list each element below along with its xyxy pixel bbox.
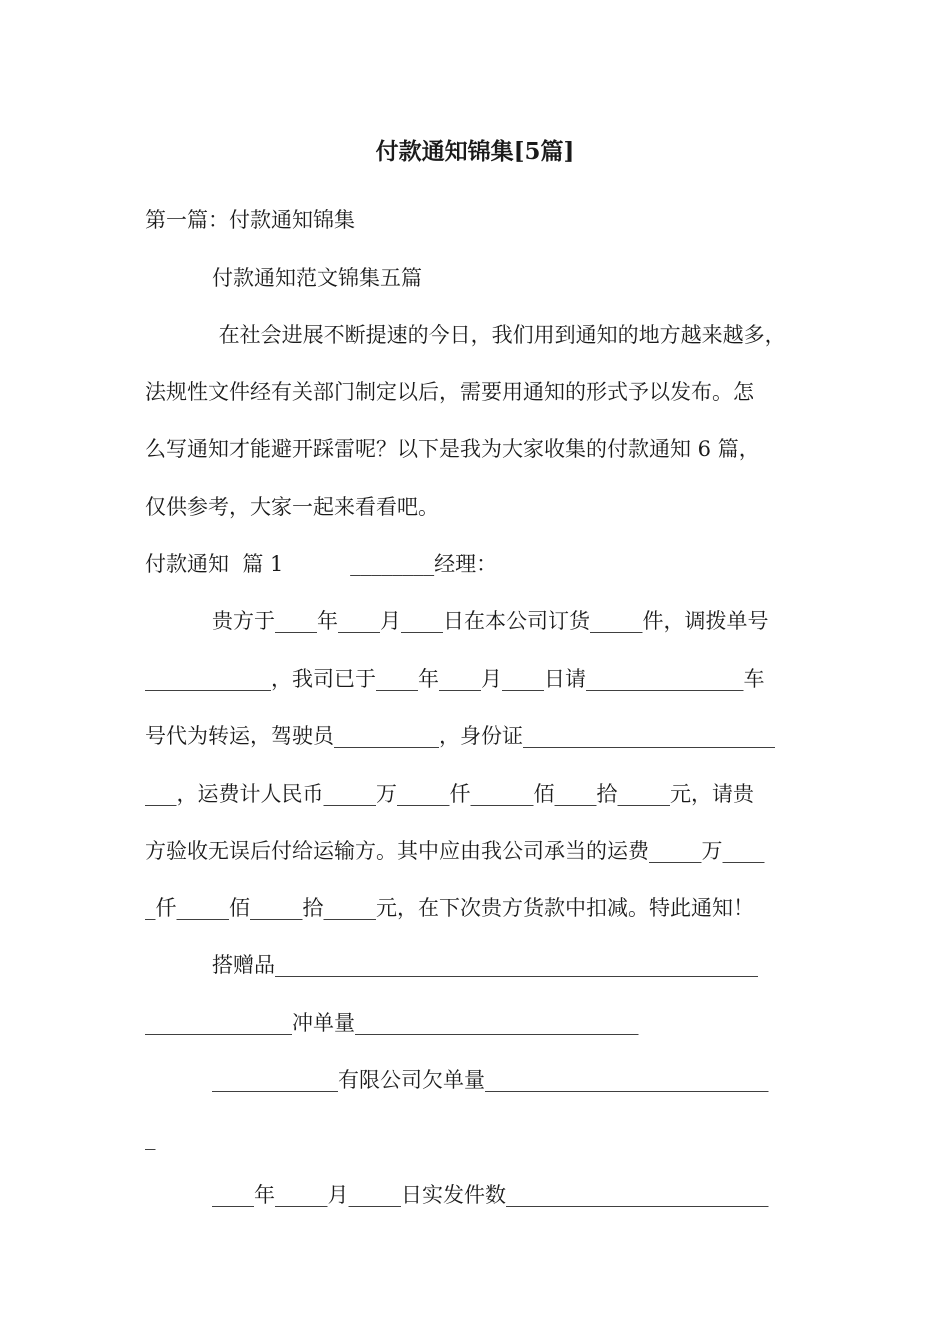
form-line: 方验收无误后付给运输方。其中应由我公司承当的运费_____万____ [145,839,765,863]
form-line: 贵方于____年____月____日在本公司订货_____件，调拨单号 [212,609,769,633]
document-title: 付款通知锦集[5篇] [375,138,575,165]
section-heading: 第一篇：付款通知锦集 [145,208,355,232]
paragraph-line: 在社会进展不断提速的今日，我们用到通知的地方越来越多， [212,323,786,347]
form-line: ____________有限公司欠单量___________________________ [212,1068,769,1092]
paragraph-line: 仅供参考，大家一起来看看吧。 [145,495,439,519]
form-line: _仟_____佰_____拾_____元，在下次贵方货款中扣减。特此通知！ [145,896,754,920]
form-line: ____年_____月_____日实发件数_________________________ [212,1183,769,1207]
paragraph-line: 么写通知才能避开踩雷呢？以下是我为大家收集的付款通知 6 篇， [145,437,760,461]
form-line: ____________，我司已于____年____月____日请_______________车 [145,667,765,691]
paragraph-line: 法规性文件经有关部门制定以后，需要用通知的形式予以发布。怎 [145,380,754,404]
form-line: ______________冲单量___________________________ [145,1011,639,1035]
form-line: ___，运费计人民币_____万_____仟______佰____拾_____元，请贵 [145,782,754,806]
form-line: 搭赠品______________________________________________ [212,953,758,977]
form-line: 号代为转运，驾驶员__________，身份证________________________ [145,724,775,748]
subtitle-line: 付款通知范文锦集五篇 [212,266,422,290]
notice-heading: 付款通知 篇 1 ________经理： [145,552,498,576]
form-line: _ [145,1126,156,1150]
